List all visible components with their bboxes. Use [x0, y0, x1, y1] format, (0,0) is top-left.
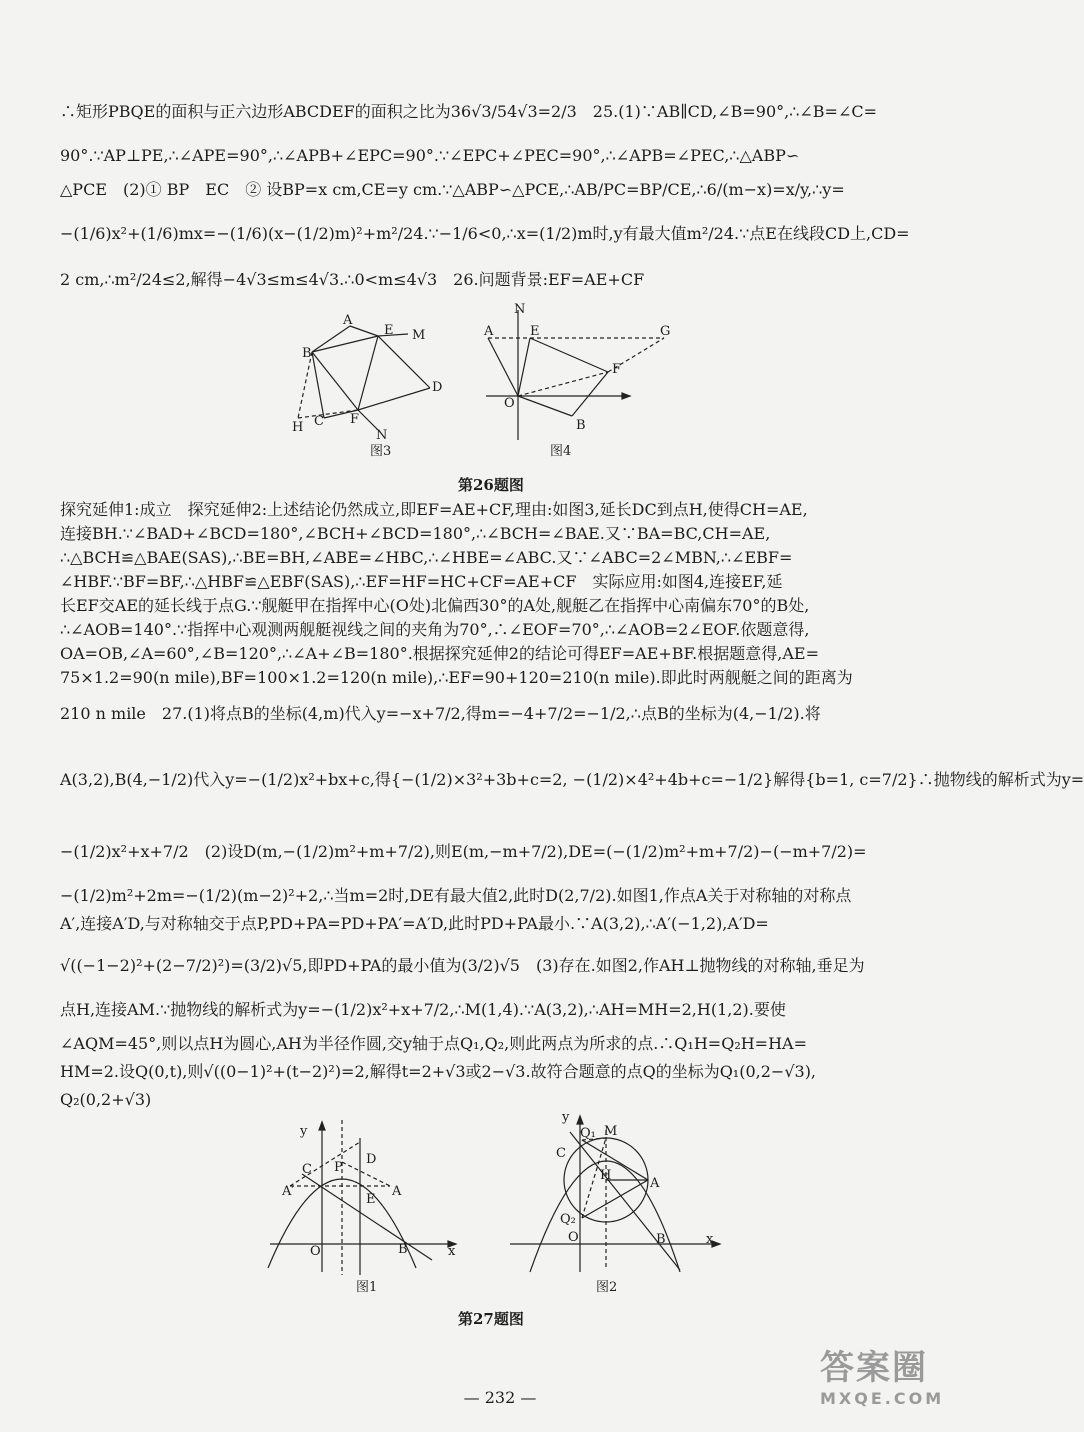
figure-1-caption: 图1	[356, 1280, 378, 1295]
label: A	[392, 1184, 402, 1199]
label: Q₂	[560, 1212, 576, 1227]
text-line: 探究延伸1:成立 探究延伸2:上述结论仍然成立,即EF=AE+CF,理由:如图3,延长DC到点H,使得CH=AE,	[60, 500, 808, 519]
text-line: ∠HBF.∵BF=BF,∴△HBF≌△EBF(SAS),∴EF=HF=HC+CF=AE+CF 实际应用:如图4,连接EF,延	[60, 572, 783, 591]
label: B	[656, 1232, 666, 1247]
text-line: 连接BH.∵∠BAD+∠BCD=180°,∠BCH+∠BCD=180°,∴∠BCH=∠BAE.又∵BA=BC,CH=AE,	[60, 524, 771, 543]
figure-26-title: 第26题图	[458, 476, 524, 494]
text-line: ∴△BCH≌△BAE(SAS),∴BE=BH,∠ABE=∠HBC,∴∠HBE=∠ABC.又∵∠ABC=2∠MBN,∴∠EBF=	[60, 548, 793, 567]
label: E	[530, 324, 540, 339]
label: x	[706, 1232, 714, 1247]
text-line: −(1/2)x²+x+7/2 (2)设D(m,−(1/2)m²+m+7/2),则E(m,−m+7/2),DE=(−(1/2)m²+m+7/2)−(−m+7/2)=	[60, 842, 867, 861]
text-line: −(1/2)m²+2m=−(1/2)(m−2)²+2,∴当m=2时,DE有最大值2,此时D(2,7/2).如图1,作点A关于对称轴的对称点	[60, 886, 852, 905]
figure-27-diagrams	[260, 1110, 730, 1280]
label: Q₁	[580, 1126, 596, 1141]
watermark-logo	[820, 1340, 980, 1420]
text-line: ∠AQM=45°,则以点H为圆心,AH为半径作圆,交y轴于点Q₁,Q₂,则此两点为所求的点.∴Q₁H=Q₂H=HA=	[60, 1034, 808, 1053]
label: O	[310, 1244, 321, 1259]
label: A′	[282, 1184, 295, 1199]
figure-2-caption: 图2	[596, 1280, 618, 1295]
label: H	[600, 1168, 612, 1183]
watermark-text: 答案圈	[820, 1348, 928, 1388]
label: O	[568, 1230, 579, 1245]
figure-4-caption: 图4	[550, 444, 572, 459]
label: E	[366, 1192, 376, 1207]
label: O	[504, 396, 515, 411]
label: C	[314, 414, 324, 429]
label: M	[604, 1124, 618, 1139]
label: F	[612, 362, 622, 377]
label: A	[484, 324, 494, 339]
text-line: △PCE (2)① BP EC ② 设BP=x cm,CE=y cm.∵△ABP∽△PCE,∴AB/PC=BP/CE,∴6/(m−x)=x/y,∴y=	[60, 180, 845, 199]
label: A	[650, 1176, 660, 1191]
label: D	[366, 1152, 377, 1167]
text-line: 90°.∵AP⊥PE,∴∠APE=90°,∴∠APB+∠EPC=90°.∵∠EPC+∠PEC=90°,∴∠APB=∠PEC,∴△ABP∽	[60, 146, 800, 165]
label: F	[350, 412, 360, 427]
text-line: ∴矩形PBQE的面积与正六边形ABCDEF的面积之比为36√3/54√3=2/3 25.(1)∵AB∥CD,∠B=90°,∴∠B=∠C=	[60, 102, 878, 121]
label: C	[302, 1162, 312, 1177]
label: y	[300, 1124, 308, 1139]
text-line: √((−1−2)²+(2−7/2)²)=(3/2)√5,即PD+PA的最小值为(3/2)√5 (3)存在.如图2,作AH⊥抛物线的对称轴,垂足为	[60, 956, 865, 975]
watermark-url: MXQE.COM	[820, 1389, 945, 1408]
label: A	[343, 313, 353, 328]
label: y	[562, 1110, 570, 1125]
text-line: 长EF交AE的延长线于点G.∵舰艇甲在指挥中心(O处)北偏西30°的A处,舰艇乙在指挥中心南偏东70°的B处,	[60, 596, 810, 615]
label: B	[302, 346, 312, 361]
text-line: A(3,2),B(4,−1/2)代入y=−(1/2)x²+bx+c,得{−(1/2)×3²+3b+c=2, −(1/2)×4²+4b+c=−1/2}解得{b=1, c=7/2}∴抛物线的解析式为y=	[60, 770, 1084, 789]
label: B	[398, 1242, 408, 1257]
text-line: ∴∠AOB=140°.∵指挥中心观测两舰艇视线之间的夹角为70°,∴∠EOF=70°,∴∠AOB=2∠EOF.依题意得,	[60, 620, 810, 639]
text-line: 75×1.2=90(n mile),BF=100×1.2=120(n mile),∴EF=90+120=210(n mile).即此时两舰艇之间的距离为	[60, 668, 853, 687]
page-number: — 232 —	[463, 1388, 537, 1407]
label: C	[556, 1146, 566, 1161]
label: x	[448, 1244, 456, 1259]
label: D	[432, 380, 443, 395]
label: N	[376, 428, 388, 443]
label: G	[660, 324, 671, 339]
label: B	[576, 418, 586, 433]
text-line: 点H,连接AM.∵抛物线的解析式为y=−(1/2)x²+x+7/2,∴M(1,4).∵A(3,2),∴AH=MH=2,H(1,2).要使	[60, 1000, 786, 1019]
text-line: HM=2.设Q(0,t),则√((0−1)²+(t−2)²)=2,解得t=2+√3或2−√3.故符合题意的点Q的坐标为Q₁(0,2−√3),	[60, 1062, 817, 1081]
text-line: 210 n mile 27.(1)将点B的坐标(4,m)代入y=−x+7/2,得m=−4+7/2=−1/2,∴点B的坐标为(4,−1/2).将	[60, 704, 821, 723]
figure-27-title: 第27题图	[458, 1310, 524, 1328]
text-line: −(1/6)x²+(1/6)mx=−(1/6)(x−(1/2)m)²+m²/24.∵−1/6<0,∴x=(1/2)m时,y有最大值m²/24.∵点E在线段CD上,CD=	[60, 224, 910, 243]
label: M	[412, 328, 426, 343]
text-line: OA=OB,∠A=60°,∠B=120°,∴∠A+∠B=180°.根据探究延伸2的结论可得EF=AE+BF.根据题意得,AE=	[60, 644, 819, 663]
label: N	[514, 302, 526, 317]
label: H	[292, 420, 304, 435]
figure-3-caption: 图3	[370, 444, 392, 459]
label: E	[384, 323, 394, 338]
label: P	[334, 1160, 343, 1175]
text-line: 2 cm,∴m²/24≤2,解得−4√3≤m≤4√3.∴0<m≤4√3 26.问题背景:EF=AE+CF	[60, 270, 645, 289]
text-line: A′,连接A′D,与对称轴交于点P,PD+PA=PD+PA′=A′D,此时PD+PA最小.∵A(3,2),∴A′(−1,2),A′D=	[60, 914, 769, 933]
text-line: Q₂(0,2+√3)	[60, 1090, 152, 1109]
